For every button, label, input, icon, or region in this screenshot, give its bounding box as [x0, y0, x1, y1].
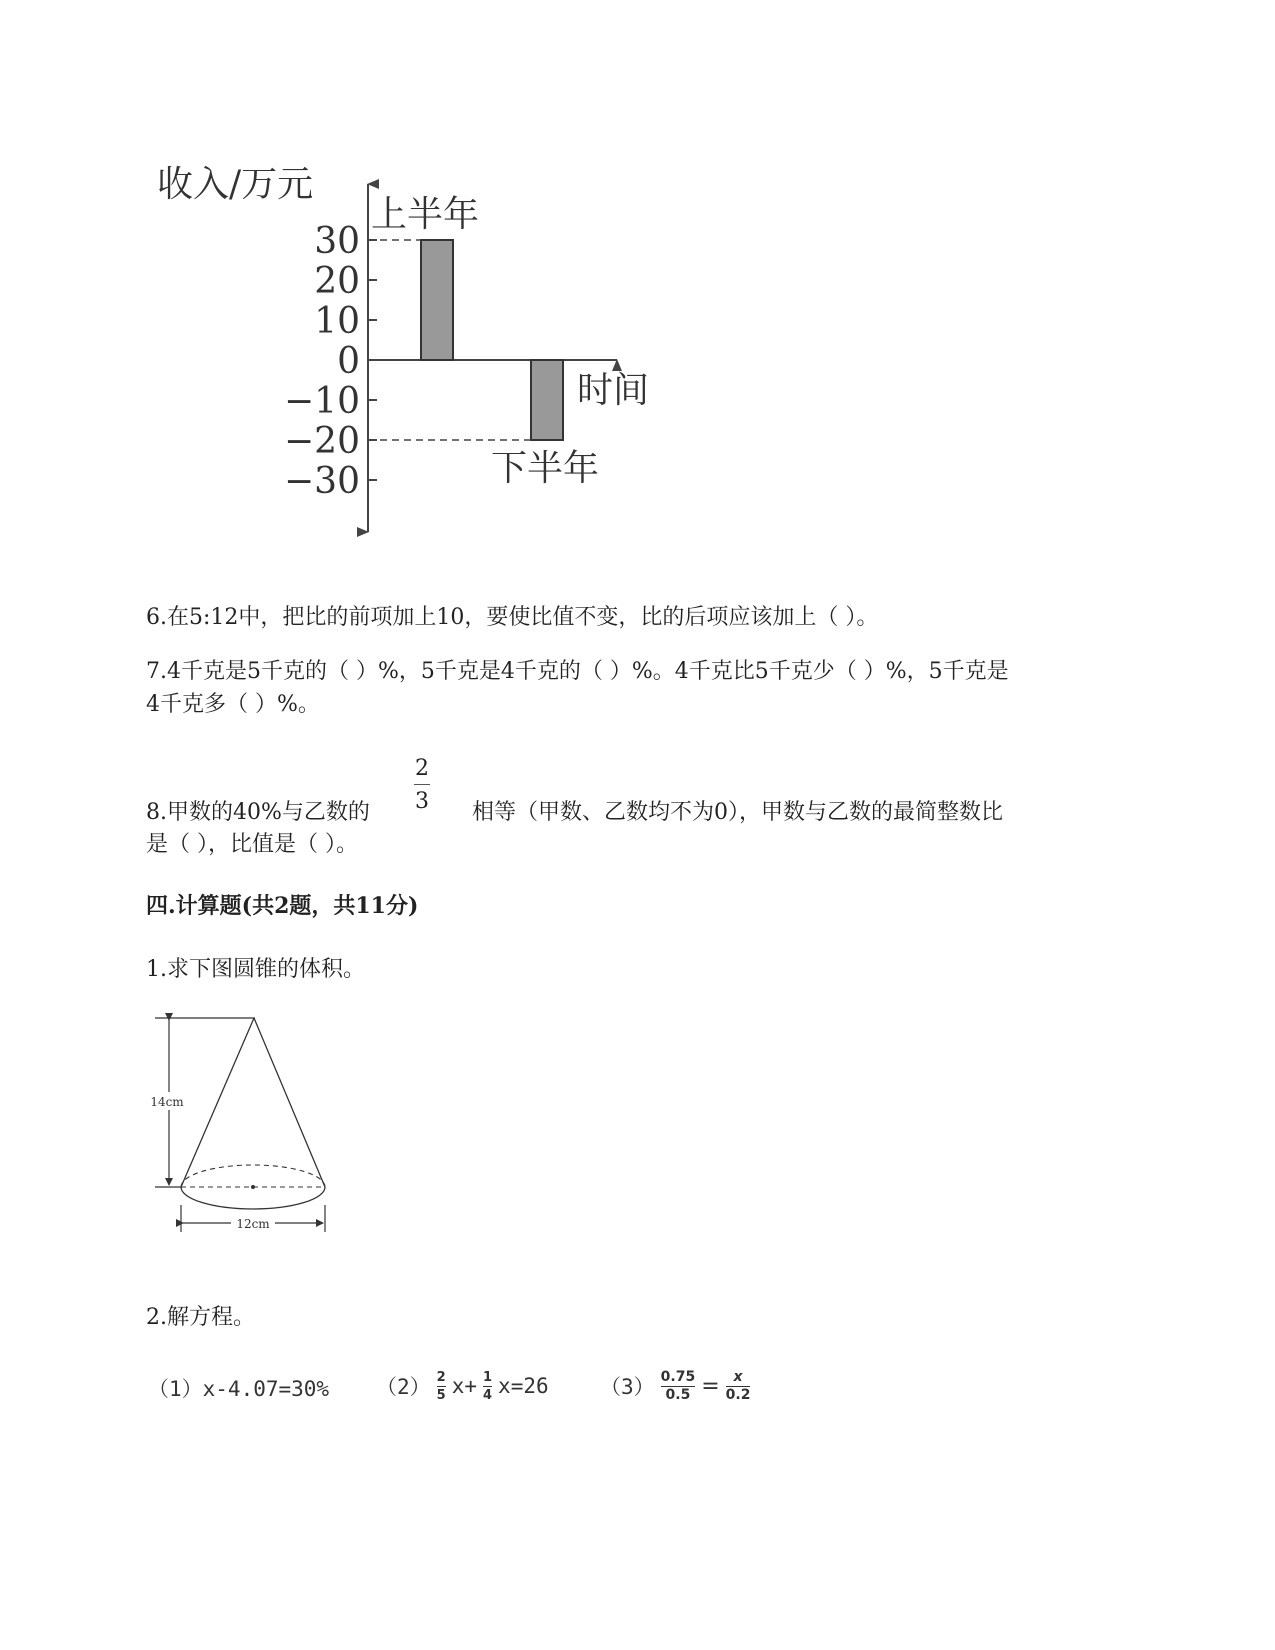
- height-label: 14cm: [150, 1095, 184, 1109]
- diameter-label: 12cm: [236, 1217, 270, 1231]
- y-axis-label: 收入/万元: [157, 164, 314, 205]
- fraction-numerator: x: [733, 1368, 743, 1385]
- calc-question-2: 2.解方程。: [146, 1305, 255, 1330]
- question-6: 6.在5:12中，把比的前项加上10，要使比值不变，比的后项应该加上（ ）。: [146, 605, 879, 630]
- equation-3: [600, 1364, 756, 1408]
- fraction-denominator: 0.2: [725, 1386, 751, 1403]
- cone-base-back: [181, 1165, 325, 1187]
- question-8-line-2: 是（ ），比值是（ ）。: [146, 832, 358, 857]
- cone-center-dot: [251, 1185, 255, 1189]
- cone-base-front: [181, 1187, 325, 1209]
- equation-3-right-fraction: [726, 1370, 751, 1403]
- fraction-denominator: 5: [436, 1387, 446, 1403]
- equation-2-fraction-1: [437, 1370, 446, 1403]
- equation-2-mid: x+: [451, 1374, 477, 1398]
- question-8-fraction: [410, 756, 434, 815]
- fraction-bar: [414, 784, 430, 785]
- cone-right-side: [254, 1018, 325, 1187]
- bar: [421, 240, 453, 360]
- equation-3-left-fraction: [661, 1370, 696, 1403]
- equation-2-prefix: （2）: [376, 1375, 431, 1399]
- y-tick-label: −10: [284, 381, 360, 422]
- y-tick-label: −30: [284, 461, 360, 502]
- y-tick-label: 30: [314, 221, 360, 262]
- question-7-line-1: 7.4千克是5千克的（ ）%，5千克是4千克的（ ）%。4千克比5千克少（ ）%，5千克是: [146, 659, 1009, 684]
- calc-question-1: 1.求下图圆锥的体积。: [146, 957, 365, 982]
- equation-3-prefix: （3）: [600, 1375, 655, 1399]
- question-7-line-2: 4千克多（ ）%。: [146, 692, 320, 717]
- fraction-bar: [483, 1386, 492, 1387]
- category-label: 下半年: [491, 448, 600, 489]
- question-8-part-2: 相等（甲数、乙数均不为0），甲数与乙数的最简整数比: [472, 800, 1003, 825]
- fraction-numerator: 0.75: [660, 1368, 696, 1385]
- equation-3-equals: =: [701, 1373, 720, 1399]
- cone-diagram: [145, 1010, 345, 1240]
- x-axis-label: 时间: [577, 370, 650, 411]
- y-tick-label: 20: [314, 261, 360, 302]
- question-8-part-1: 8.甲数的40%与乙数的: [146, 800, 370, 825]
- cone-left-side: [181, 1018, 254, 1187]
- equation-2: [376, 1364, 549, 1408]
- fraction-denominator: 0.5: [665, 1386, 691, 1403]
- section-4-heading: 四.计算题(共2题，共11分): [146, 893, 419, 919]
- fraction-denominator: 4: [483, 1387, 493, 1403]
- fraction-denominator: 3: [415, 789, 429, 814]
- equation-2-suffix: x=26: [498, 1374, 549, 1398]
- equation-1: （1）x-4.07=30%: [148, 1377, 330, 1401]
- fraction-bar: [437, 1386, 446, 1387]
- y-tick-label: −20: [284, 421, 360, 462]
- category-label: 上半年: [371, 194, 480, 235]
- fraction-numerator: 2: [415, 756, 429, 781]
- income-chart: [145, 140, 685, 560]
- equation-2-fraction-2: [483, 1370, 492, 1403]
- bar: [531, 360, 563, 440]
- fraction-numerator: 2: [436, 1369, 446, 1385]
- y-tick-label: 10: [314, 301, 360, 342]
- y-tick-label: 0: [337, 341, 360, 382]
- fraction-numerator: 1: [483, 1369, 493, 1385]
